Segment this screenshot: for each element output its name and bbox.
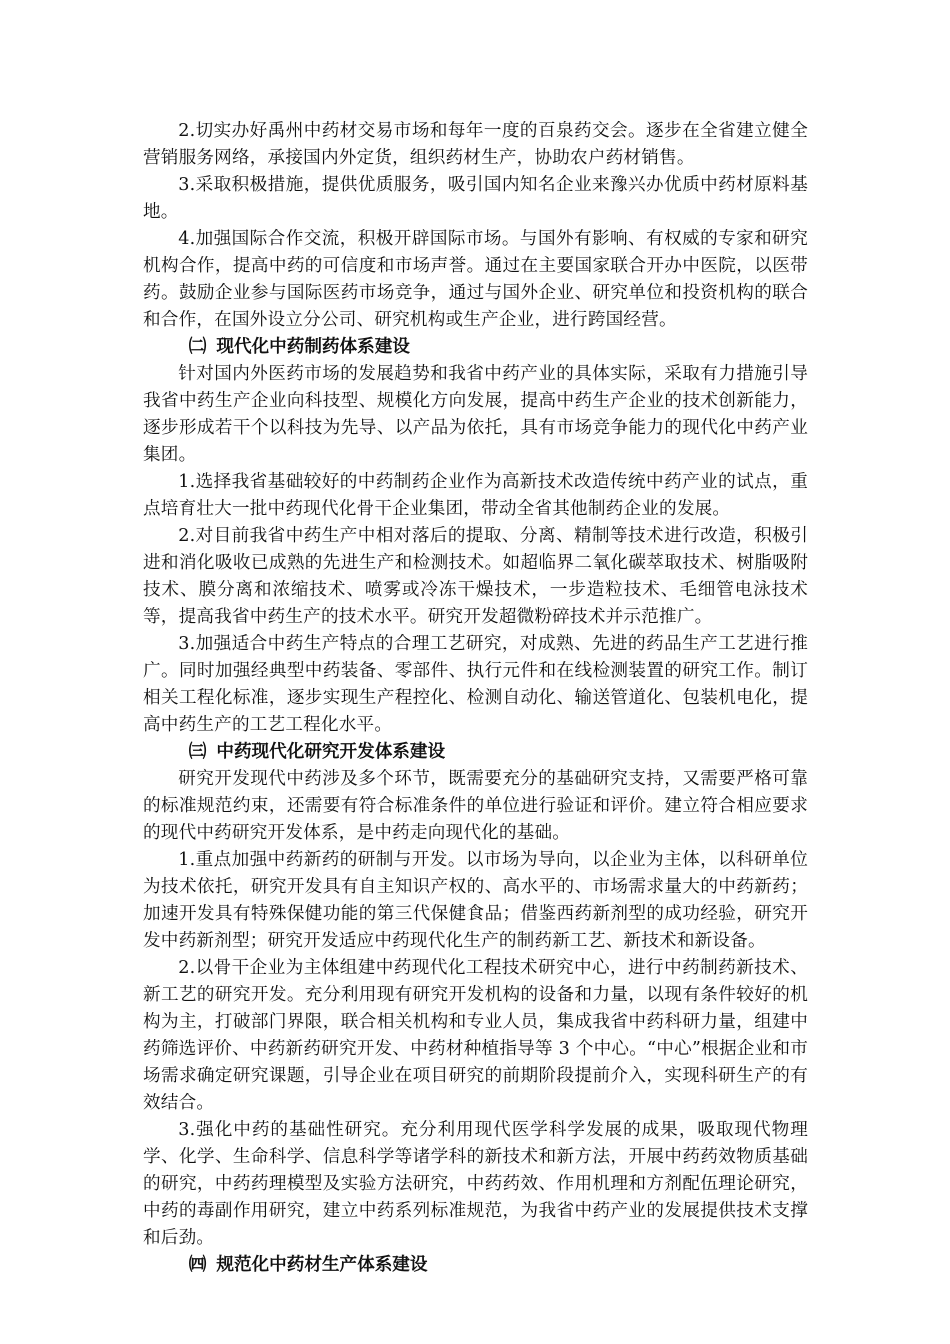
- section-heading: [143, 334, 808, 361]
- paragraph: 研究开发现代中药涉及多个环节，既需要充分的基础研究支持，又需要严格可靠的标准规范约束，还需要有符合标准条件的单位进行验证和评价。建立符合相应要求的现代中药研究开发体系，是中药走向现代化的基础。: [143, 769, 808, 843]
- section-heading: [143, 1252, 808, 1279]
- section-heading: [143, 739, 808, 766]
- paragraph: 3.加强适合中药生产特点的合理工艺研究，对成熟、先进的药品生产工艺进行推广。同时加强经典型中药装备、零部件、执行元件和在线检测装置的研究工作。制订相关工程化标准，逐步实现生产程控化、检测自动化、输送管道化、包装机电化，提高中药生产的工艺工程化水平。: [143, 634, 808, 735]
- section-number: ㈡: [188, 337, 207, 357]
- document-page: [143, 118, 808, 1279]
- paragraph: 2.对目前我省中药生产中相对落后的提取、分离、精制等技术进行改造，积极引进和消化吸收已成熟的先进生产和检测技术。如超临界二氧化碳萃取技术、树脂吸附技术、膜分离和浓缩技术、喷雾或冷冻干燥技术，一步造粒技术、毛细管电泳技术等，提高我省中药生产的技术水平。研究开发超微粉碎技术并示范推广。: [143, 526, 808, 627]
- section-number: ㈣: [188, 1255, 207, 1275]
- paragraph: 针对国内外医药市场的发展趋势和我省中药产业的具体实际，采取有力措施引导我省中药生产企业向科技型、规模化方向发展，提高中药生产企业的技术创新能力，逐步形成若干个以科技为先导、以产品为依托，具有市场竞争能力的现代化中药产业集团。: [143, 364, 808, 465]
- paragraph: 3.采取积极措施，提供优质服务，吸引国内知名企业来豫兴办优质中药材原料基地。: [143, 175, 808, 222]
- paragraph: 2.以骨干企业为主体组建中药现代化工程技术研究中心，进行中药制药新技术、新工艺的研究开发。充分利用现有研究开发机构的设备和力量，以现有条件较好的机构为主，打破部门界限，联合相关机构和专业人员，集成我省中药科研力量，组建中药筛选评价、中药新药研究开发、中药材种植指导等 3 个中心。“中心”根据企业和市场需求确定研究课题，引导企业在项目研究的前期阶段提前介入，实现科研生产的有效结合。: [143, 958, 808, 1113]
- section-number: ㈢: [188, 742, 207, 762]
- section-title: 规范化中药材生产体系建设: [216, 1255, 428, 1275]
- paragraph: 1.重点加强中药新药的研制与开发。以市场为导向，以企业为主体，以科研单位为技术依托，研究开发具有自主知识产权的、高水平的、市场需求量大的中药新药；加速开发具有特殊保健功能的第三代保健食品；借鉴西药新剂型的成功经验，研究开发中药新剂型；研究开发适应中药现代化生产的制药新工艺、新技术和新设备。: [143, 850, 808, 951]
- section-title: 中药现代化研究开发体系建设: [216, 742, 446, 762]
- paragraph: 3.强化中药的基础性研究。充分利用现代医学科学发展的成果，吸取现代物理学、化学、生命科学、信息科学等诸学科的新技术和新方法，开展中药药效物质基础的研究，中药药理模型及实验方法研究，中药药效、作用机理和方剂配伍理论研究，中药的毒副作用研究，建立中药系列标准规范，为我省中药产业的发展提供技术支撑和后劲。: [143, 1120, 808, 1248]
- paragraph: 2.切实办好禹州中药材交易市场和每年一度的百泉药交会。逐步在全省建立健全营销服务网络，承接国内外定货，组织药材生产，协助农户药材销售。: [143, 121, 808, 168]
- section-title: 现代化中药制药体系建设: [216, 337, 410, 357]
- paragraph: 1.选择我省基础较好的中药制药企业作为高新技术改造传统中药产业的试点，重点培育壮大一批中药现代化骨干企业集团，带动全省其他制药企业的发展。: [143, 472, 808, 519]
- paragraph: 4.加强国际合作交流，积极开辟国际市场。与国外有影响、有权威的专家和研究机构合作，提高中药的可信度和市场声誉。通过在主要国家联合开办中医院，以医带药。鼓励企业参与国际医药市场竞争，通过与国外企业、研究单位和投资机构的联合和合作，在国外设立分公司、研究机构或生产企业，进行跨国经营。: [143, 229, 808, 330]
